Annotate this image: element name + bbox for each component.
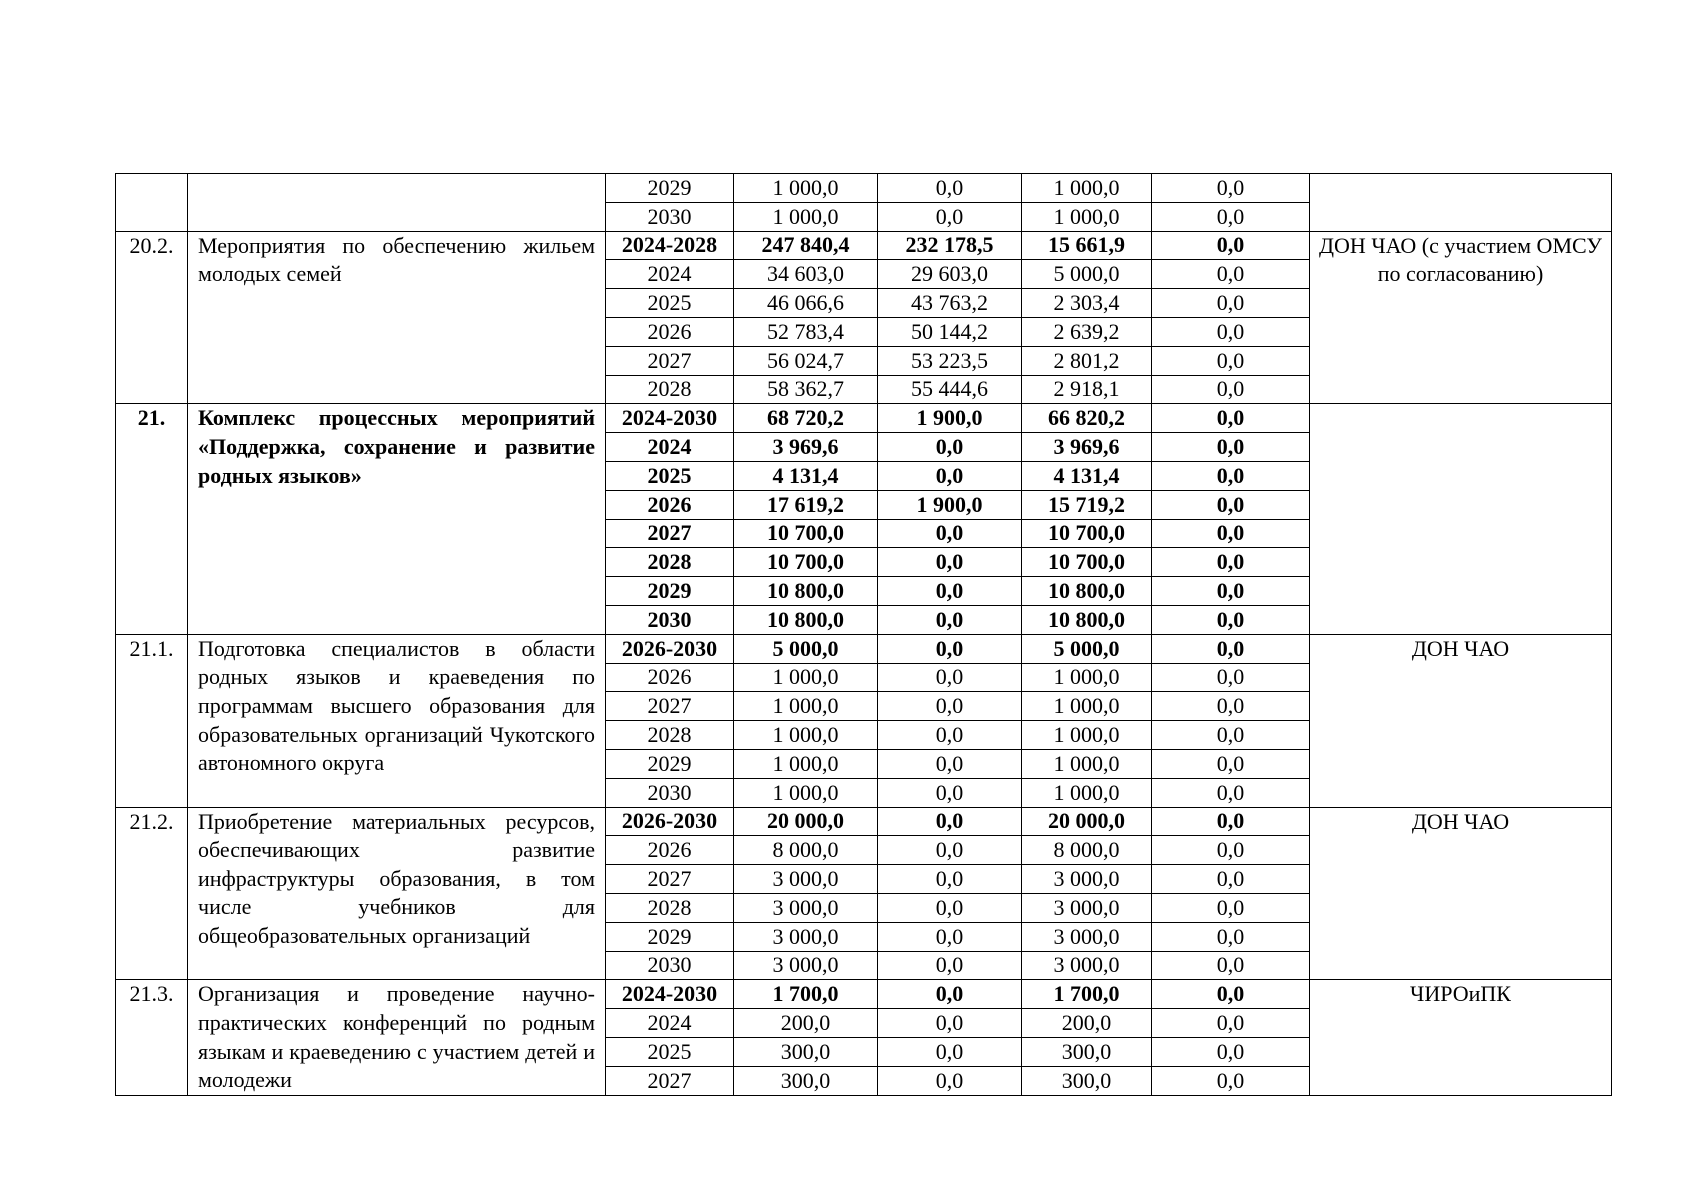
- total-cell: 4 131,4: [734, 461, 878, 490]
- regional-budget-cell: 2 801,2: [1022, 346, 1152, 375]
- item-name: Приобретение материальных ресурсов, обеспечивающих развитие инфраструктуры образования, в том числе учебников для общеобразовательных организаций: [188, 807, 606, 980]
- other-sources-cell: 0,0: [1152, 404, 1310, 433]
- executor-cell: ЧИРОиПК: [1310, 980, 1612, 1095]
- period-cell: 2026: [606, 836, 734, 865]
- other-sources-cell: 0,0: [1152, 663, 1310, 692]
- executor-cell: ДОН ЧАО (с участием ОМСУ по согласованию): [1310, 231, 1612, 404]
- federal-budget-cell: 0,0: [878, 1066, 1022, 1095]
- period-cell: 2029: [606, 749, 734, 778]
- total-cell: 58 362,7: [734, 375, 878, 404]
- regional-budget-cell: 4 131,4: [1022, 461, 1152, 490]
- total-cell: 34 603,0: [734, 260, 878, 289]
- other-sources-cell: 0,0: [1152, 317, 1310, 346]
- regional-budget-cell: 1 000,0: [1022, 692, 1152, 721]
- other-sources-cell: 0,0: [1152, 461, 1310, 490]
- federal-budget-cell: 0,0: [878, 865, 1022, 894]
- regional-budget-cell: 300,0: [1022, 1066, 1152, 1095]
- regional-budget-cell: 1 700,0: [1022, 980, 1152, 1009]
- regional-budget-cell: 66 820,2: [1022, 404, 1152, 433]
- period-cell: 2029: [606, 922, 734, 951]
- federal-budget-cell: 50 144,2: [878, 317, 1022, 346]
- total-cell: 200,0: [734, 1009, 878, 1038]
- other-sources-cell: 0,0: [1152, 519, 1310, 548]
- regional-budget-cell: 300,0: [1022, 1038, 1152, 1067]
- total-cell: 10 700,0: [734, 548, 878, 577]
- regional-budget-cell: 1 000,0: [1022, 663, 1152, 692]
- period-cell: 2030: [606, 202, 734, 231]
- period-cell: 2024-2030: [606, 404, 734, 433]
- total-cell: 1 000,0: [734, 663, 878, 692]
- item-number: 21.: [116, 404, 188, 634]
- period-cell: 2024: [606, 1009, 734, 1038]
- federal-budget-cell: 0,0: [878, 1038, 1022, 1067]
- total-cell: 3 000,0: [734, 865, 878, 894]
- regional-budget-cell: 1 000,0: [1022, 778, 1152, 807]
- regional-budget-cell: 2 639,2: [1022, 317, 1152, 346]
- budget-table: [115, 173, 1612, 1096]
- total-cell: 56 024,7: [734, 346, 878, 375]
- period-cell: 2026: [606, 317, 734, 346]
- federal-budget-cell: 0,0: [878, 548, 1022, 577]
- other-sources-cell: 0,0: [1152, 289, 1310, 318]
- total-cell: 68 720,2: [734, 404, 878, 433]
- other-sources-cell: 0,0: [1152, 922, 1310, 951]
- period-cell: 2024: [606, 433, 734, 462]
- other-sources-cell: 0,0: [1152, 778, 1310, 807]
- period-cell: 2028: [606, 893, 734, 922]
- federal-budget-cell: 0,0: [878, 577, 1022, 606]
- period-cell: 2024: [606, 260, 734, 289]
- item-name: Мероприятия по обеспечению жильем молодых семей: [188, 231, 606, 404]
- regional-budget-cell: 1 000,0: [1022, 174, 1152, 203]
- regional-budget-cell: 15 661,9: [1022, 231, 1152, 260]
- regional-budget-cell: 10 700,0: [1022, 548, 1152, 577]
- other-sources-cell: 0,0: [1152, 375, 1310, 404]
- period-cell: 2027: [606, 1066, 734, 1095]
- item-name: Организация и проведение научно-практических конференций по родным языкам и краеведению с участием детей и молодежи: [188, 980, 606, 1095]
- other-sources-cell: 0,0: [1152, 346, 1310, 375]
- total-cell: 1 700,0: [734, 980, 878, 1009]
- regional-budget-cell: 3 000,0: [1022, 922, 1152, 951]
- other-sources-cell: 0,0: [1152, 1038, 1310, 1067]
- total-cell: 1 000,0: [734, 721, 878, 750]
- other-sources-cell: 0,0: [1152, 721, 1310, 750]
- total-cell: 52 783,4: [734, 317, 878, 346]
- total-cell: 1 000,0: [734, 692, 878, 721]
- table-row: [116, 404, 1612, 433]
- item-number: 21.3.: [116, 980, 188, 1095]
- total-cell: 10 700,0: [734, 519, 878, 548]
- period-cell: 2024-2028: [606, 231, 734, 260]
- executor-cell: ДОН ЧАО: [1310, 634, 1612, 807]
- period-cell: 2025: [606, 289, 734, 318]
- executor-cell: [1310, 174, 1612, 232]
- total-cell: 247 840,4: [734, 231, 878, 260]
- other-sources-cell: 0,0: [1152, 577, 1310, 606]
- regional-budget-cell: 3 000,0: [1022, 951, 1152, 980]
- table-row: [116, 634, 1612, 663]
- federal-budget-cell: 0,0: [878, 202, 1022, 231]
- period-cell: 2030: [606, 778, 734, 807]
- federal-budget-cell: 0,0: [878, 663, 1022, 692]
- total-cell: 1 000,0: [734, 202, 878, 231]
- period-cell: 2024-2030: [606, 980, 734, 1009]
- other-sources-cell: 0,0: [1152, 231, 1310, 260]
- other-sources-cell: 0,0: [1152, 490, 1310, 519]
- regional-budget-cell: 2 918,1: [1022, 375, 1152, 404]
- item-number: 21.2.: [116, 807, 188, 980]
- other-sources-cell: 0,0: [1152, 548, 1310, 577]
- federal-budget-cell: 0,0: [878, 922, 1022, 951]
- total-cell: 1 000,0: [734, 749, 878, 778]
- table-row: [116, 174, 1612, 203]
- item-number: 20.2.: [116, 231, 188, 404]
- other-sources-cell: 0,0: [1152, 980, 1310, 1009]
- total-cell: 300,0: [734, 1066, 878, 1095]
- total-cell: 300,0: [734, 1038, 878, 1067]
- federal-budget-cell: 0,0: [878, 951, 1022, 980]
- federal-budget-cell: 0,0: [878, 519, 1022, 548]
- item-number: [116, 174, 188, 232]
- period-cell: 2028: [606, 375, 734, 404]
- regional-budget-cell: 200,0: [1022, 1009, 1152, 1038]
- other-sources-cell: 0,0: [1152, 951, 1310, 980]
- federal-budget-cell: 0,0: [878, 692, 1022, 721]
- period-cell: 2030: [606, 951, 734, 980]
- total-cell: 1 000,0: [734, 778, 878, 807]
- federal-budget-cell: 1 900,0: [878, 404, 1022, 433]
- item-name: Подготовка специалистов в области родных языков и краеведения по программам высшего образования для образовательных организаций Чукотского автономного округа: [188, 634, 606, 807]
- total-cell: 20 000,0: [734, 807, 878, 836]
- federal-budget-cell: 43 763,2: [878, 289, 1022, 318]
- federal-budget-cell: 0,0: [878, 749, 1022, 778]
- regional-budget-cell: 3 969,6: [1022, 433, 1152, 462]
- federal-budget-cell: 53 223,5: [878, 346, 1022, 375]
- total-cell: 8 000,0: [734, 836, 878, 865]
- other-sources-cell: 0,0: [1152, 865, 1310, 894]
- period-cell: 2029: [606, 577, 734, 606]
- item-name: [188, 174, 606, 232]
- federal-budget-cell: 0,0: [878, 1009, 1022, 1038]
- regional-budget-cell: 20 000,0: [1022, 807, 1152, 836]
- regional-budget-cell: 3 000,0: [1022, 893, 1152, 922]
- period-cell: 2030: [606, 605, 734, 634]
- other-sources-cell: 0,0: [1152, 836, 1310, 865]
- federal-budget-cell: 29 603,0: [878, 260, 1022, 289]
- federal-budget-cell: 0,0: [878, 807, 1022, 836]
- federal-budget-cell: 0,0: [878, 778, 1022, 807]
- federal-budget-cell: 0,0: [878, 836, 1022, 865]
- federal-budget-cell: 0,0: [878, 461, 1022, 490]
- period-cell: 2025: [606, 1038, 734, 1067]
- federal-budget-cell: 0,0: [878, 174, 1022, 203]
- table-row: [116, 231, 1612, 260]
- other-sources-cell: 0,0: [1152, 1009, 1310, 1038]
- period-cell: 2027: [606, 519, 734, 548]
- federal-budget-cell: 0,0: [878, 721, 1022, 750]
- other-sources-cell: 0,0: [1152, 433, 1310, 462]
- period-cell: 2028: [606, 548, 734, 577]
- regional-budget-cell: 5 000,0: [1022, 260, 1152, 289]
- regional-budget-cell: 3 000,0: [1022, 865, 1152, 894]
- total-cell: 5 000,0: [734, 634, 878, 663]
- federal-budget-cell: 0,0: [878, 980, 1022, 1009]
- regional-budget-cell: 10 800,0: [1022, 577, 1152, 606]
- table-row: [116, 980, 1612, 1009]
- other-sources-cell: 0,0: [1152, 749, 1310, 778]
- regional-budget-cell: 1 000,0: [1022, 202, 1152, 231]
- other-sources-cell: 0,0: [1152, 605, 1310, 634]
- regional-budget-cell: 8 000,0: [1022, 836, 1152, 865]
- regional-budget-cell: 1 000,0: [1022, 749, 1152, 778]
- regional-budget-cell: 15 719,2: [1022, 490, 1152, 519]
- total-cell: 10 800,0: [734, 605, 878, 634]
- period-cell: 2027: [606, 865, 734, 894]
- period-cell: 2026-2030: [606, 634, 734, 663]
- table-row: [116, 807, 1612, 836]
- period-cell: 2027: [606, 346, 734, 375]
- regional-budget-cell: 1 000,0: [1022, 721, 1152, 750]
- period-cell: 2027: [606, 692, 734, 721]
- total-cell: 1 000,0: [734, 174, 878, 203]
- regional-budget-cell: 10 800,0: [1022, 605, 1152, 634]
- federal-budget-cell: 1 900,0: [878, 490, 1022, 519]
- total-cell: 3 000,0: [734, 893, 878, 922]
- regional-budget-cell: 10 700,0: [1022, 519, 1152, 548]
- federal-budget-cell: 232 178,5: [878, 231, 1022, 260]
- federal-budget-cell: 0,0: [878, 605, 1022, 634]
- total-cell: 46 066,6: [734, 289, 878, 318]
- executor-cell: ДОН ЧАО: [1310, 807, 1612, 980]
- federal-budget-cell: 55 444,6: [878, 375, 1022, 404]
- other-sources-cell: 0,0: [1152, 807, 1310, 836]
- other-sources-cell: 0,0: [1152, 1066, 1310, 1095]
- total-cell: 17 619,2: [734, 490, 878, 519]
- regional-budget-cell: 2 303,4: [1022, 289, 1152, 318]
- regional-budget-cell: 5 000,0: [1022, 634, 1152, 663]
- total-cell: 3 969,6: [734, 433, 878, 462]
- total-cell: 10 800,0: [734, 577, 878, 606]
- period-cell: 2025: [606, 461, 734, 490]
- other-sources-cell: 0,0: [1152, 260, 1310, 289]
- period-cell: 2026: [606, 663, 734, 692]
- total-cell: 3 000,0: [734, 951, 878, 980]
- period-cell: 2028: [606, 721, 734, 750]
- federal-budget-cell: 0,0: [878, 433, 1022, 462]
- federal-budget-cell: 0,0: [878, 893, 1022, 922]
- other-sources-cell: 0,0: [1152, 634, 1310, 663]
- item-number: 21.1.: [116, 634, 188, 807]
- other-sources-cell: 0,0: [1152, 202, 1310, 231]
- federal-budget-cell: 0,0: [878, 634, 1022, 663]
- item-name: Комплекс процессных мероприятий «Поддержка, сохранение и развитие родных языков»: [188, 404, 606, 634]
- period-cell: 2029: [606, 174, 734, 203]
- other-sources-cell: 0,0: [1152, 692, 1310, 721]
- total-cell: 3 000,0: [734, 922, 878, 951]
- other-sources-cell: 0,0: [1152, 174, 1310, 203]
- period-cell: 2026: [606, 490, 734, 519]
- period-cell: 2026-2030: [606, 807, 734, 836]
- executor-cell: [1310, 404, 1612, 634]
- other-sources-cell: 0,0: [1152, 893, 1310, 922]
